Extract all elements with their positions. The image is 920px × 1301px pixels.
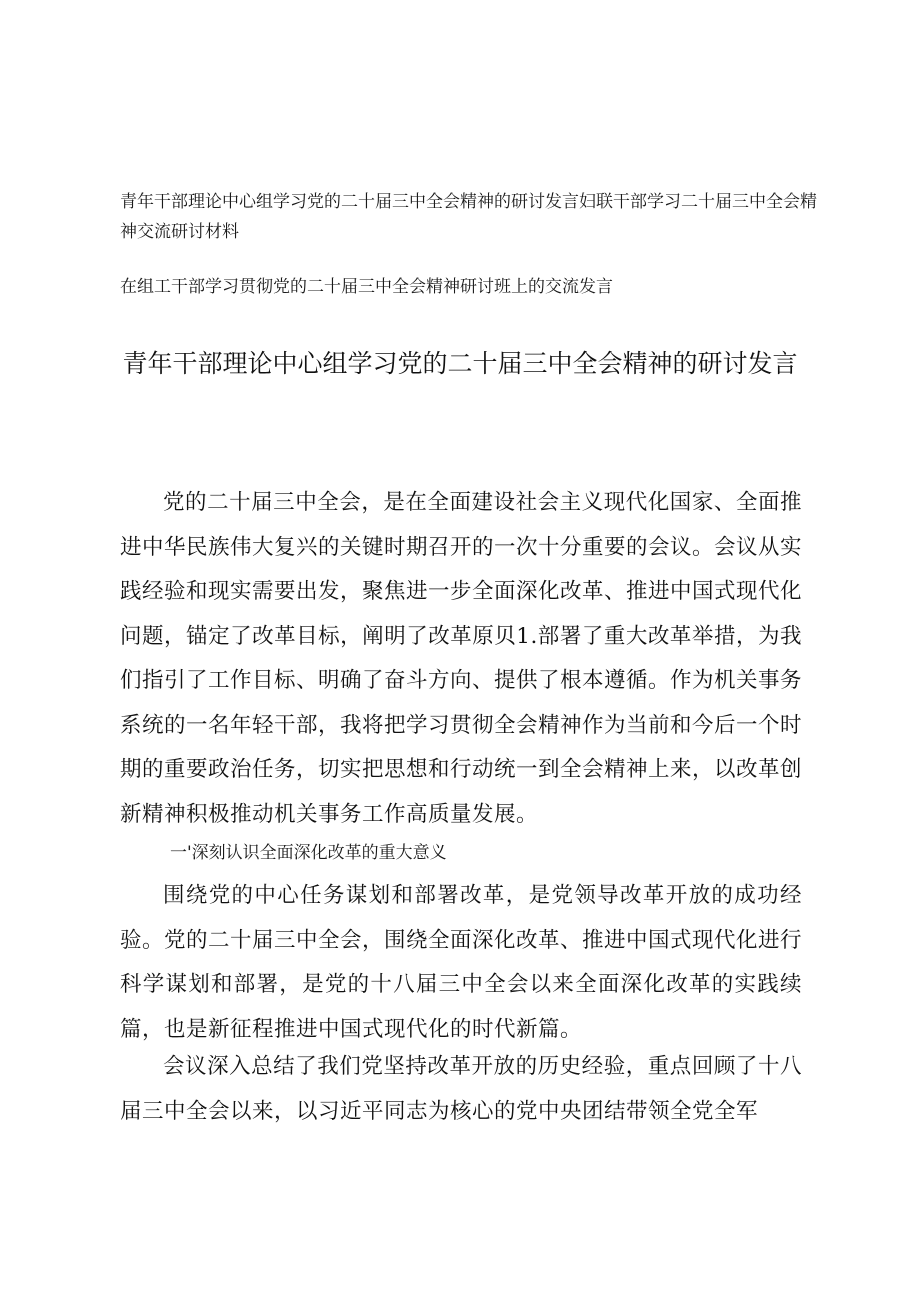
body-paragraph-1: 党的二十届三中全会，是在全面建设社会主义现代化国家、全面推进中华民族伟大复兴的关键时期召开的一次十分重要的会议。会议从实践经验和现实需要出发，聚焦进一步全面深化改革、推进中国式现代化问题，锚定了改革目标，阐明了改革原贝1.部署了重大改革举措，为我们指引了工作目标、明确了奋斗方向、提供了根本遵循。作为机关事务系统的一名年轻干部，我将把学习贯彻全会精神作为当前和今后一个时期的重要政治任务，切实把思想和行动统一到全会精神上来，以改革创新精神积极推动机关事务工作高质量发展。 — [120, 490, 803, 827]
page-title: 青年干部理论中心组学习党的二十届三中全会精神的研讨发言 — [122, 349, 798, 378]
toc-line-1: 青年干部理论中心组学习党的二十届三中全会精神的研讨发言妇联干部学习二十届三中全会精神交流研讨材料 — [120, 192, 817, 242]
body-paragraph-2: 围绕党的中心任务谋划和部署改革，是党领导改革开放的成功经验。党的二十届三中全会，围绕全面深化改革、推进中国式现代化进行科学谋划和部署，是党的十八届三中全会以来全面深化改革的实践续篇，也是新征程推进中国式现代化的时代新篇。 — [120, 883, 803, 1042]
toc-line-2: 在组工干部学习贯彻党的二十届三中全会精神研讨班上的交流发言 — [120, 277, 613, 297]
body-paragraph-3: 会议深入总结了我们党坚持改革开放的历史经验，重点回顾了十八届三中全会以来，以习近平同志为核心的党中央团结带领全党全军 — [120, 1054, 802, 1124]
section-heading: 一'深刻认识全面深化改革的重大意义 — [170, 843, 447, 863]
